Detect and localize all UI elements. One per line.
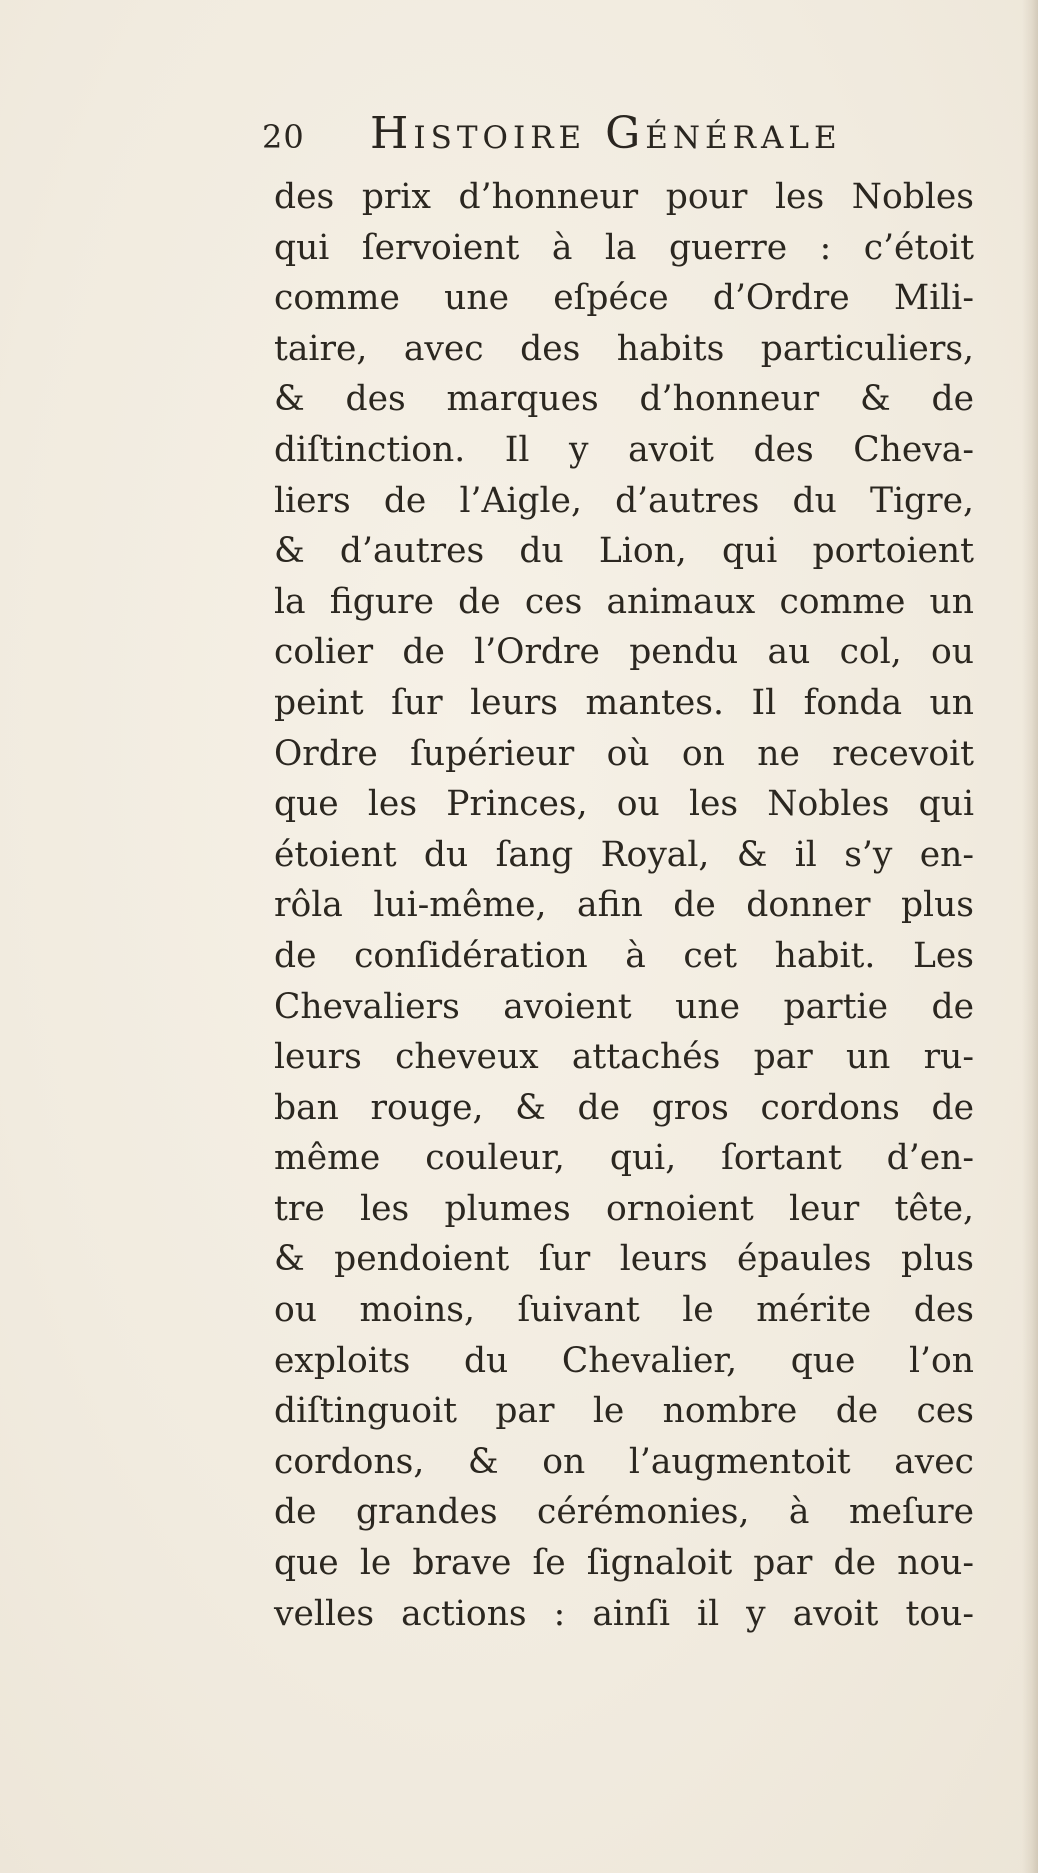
text-line: taire, avec des habits particuliers, xyxy=(274,328,974,369)
text-line: velles actions : ainſi il y avoit tou- xyxy=(274,1593,974,1634)
text-line: de grandes cérémonies, à meſure xyxy=(274,1492,974,1533)
text-line: exploits du Chevalier, que l’on xyxy=(274,1340,974,1381)
text-line: cordons, & on l’augmentoit avec xyxy=(274,1441,974,1482)
body-text xyxy=(274,172,974,1639)
text-line: tre les plumes ornoient leur tête, xyxy=(274,1188,974,1229)
text-line: des prix d’honneur pour les Nobles xyxy=(274,177,974,217)
text-line: même couleur, qui, ſortant d’en- xyxy=(274,1138,974,1179)
text-line: rôla lui-même, afin de donner plus xyxy=(274,885,974,926)
text-line: que le brave ſe ſignaloit par de nou- xyxy=(274,1543,974,1584)
text-line: leurs cheveux attachés par un ru- xyxy=(274,1037,974,1078)
text-line: la figure de ces animaux comme un xyxy=(274,581,974,622)
text-line: ou moins, ſuivant le mérite des xyxy=(274,1290,974,1331)
text-line: ban rouge, & de gros cordons de xyxy=(274,1087,974,1128)
text-line: étoient du ſang Royal, & il s’y en- xyxy=(274,834,974,875)
text-line: liers de l’Aigle, d’autres du Tigre, xyxy=(274,480,974,521)
page-number: 20 xyxy=(262,118,305,156)
text-line: Ordre ſupérieur où on ne recevoit xyxy=(274,733,974,774)
text-line: & d’autres du Lion, qui portoient xyxy=(274,531,974,572)
text-line: colier de l’Ordre pendu au col, ou xyxy=(274,632,974,673)
text-line: & des marques d’honneur & de xyxy=(274,379,974,420)
page-edge-shadow xyxy=(1022,0,1038,1873)
text-line: Chevaliers avoient une partie de xyxy=(274,986,974,1027)
text-line: & pendoient ſur leurs épaules plus xyxy=(274,1239,974,1280)
text-line: diſtinction. Il y avoit des Cheva- xyxy=(274,429,974,470)
text-line: diſtinguoit par le nombre de ces xyxy=(274,1391,974,1432)
running-head: Histoire Générale xyxy=(370,108,842,159)
text-line: qui ſervoient à la guerre : c’étoit xyxy=(274,227,974,268)
page-header xyxy=(262,108,982,168)
text-line: comme une eſpéce d’Ordre Mili- xyxy=(274,278,974,319)
text-line: que les Princes, ou les Nobles qui xyxy=(274,784,974,825)
text-line: de conſidération à cet habit. Les xyxy=(274,935,974,976)
text-line: peint ſur leurs mantes. Il fonda un xyxy=(274,682,974,723)
